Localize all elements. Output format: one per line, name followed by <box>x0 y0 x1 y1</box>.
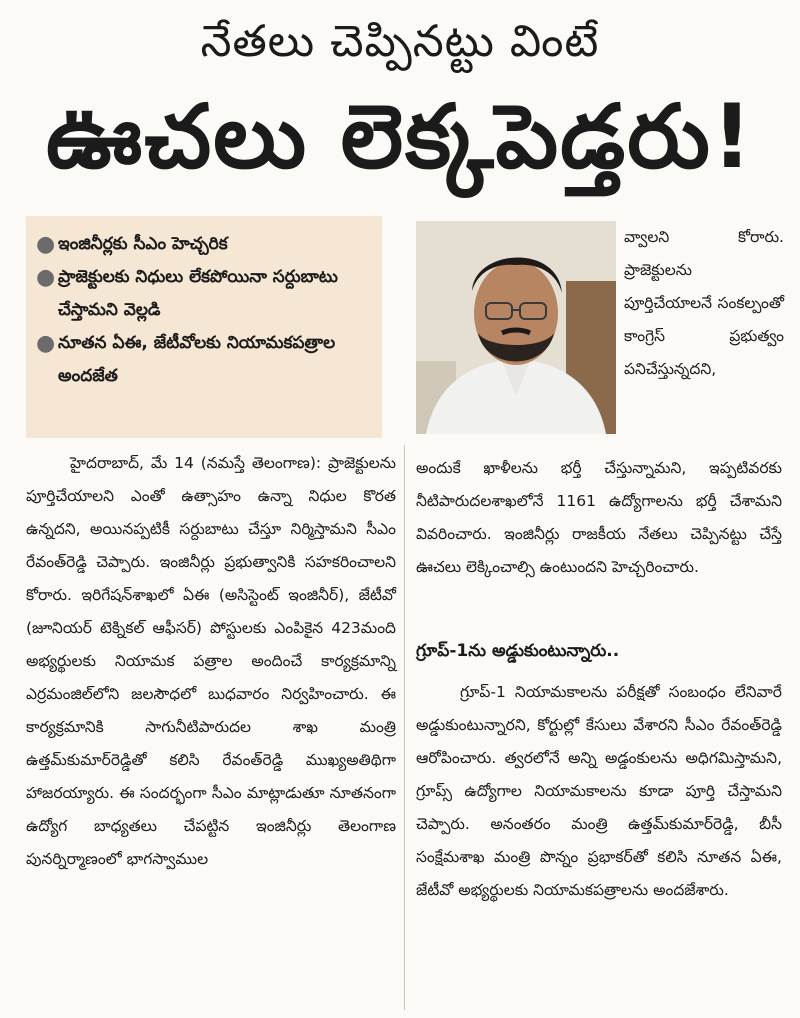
body-column-left <box>26 447 396 876</box>
person-photo-icon <box>416 221 616 434</box>
article-headline: ఊచలు లెక్కపెడ్తరు! <box>45 85 754 188</box>
body-text: గ్రూప్‌-1 నియామకాలను పరీక్షతో సంబంధం లేనివారే అడ్డుకుంటున్నారని, కోర్టుల్లో కేసులు వేశారని సీఎం రేవంత్‌రెడ్డి ఆరోపించారు. త్వరలోనే అన్ని అడ్డంకులను అధిగమిస్తామని, గ్రూప్స్‌ ఉద్యోగాల నియామకాలను కూడా పూర్తి చేస్తామని చెప్పారు. అనంతరం మంత్రి ఉత్తమ్‌కుమార్‌రెడ్డి, బీసీ సంక్షేమశాఖ మంత్రి పొన్నం ప్రభాకర్‌తో కలిసి నూతన ఏఈ, జేటీవో అభ్యర్థులకు నియామకపత్రాలను అందజేశారు. <box>416 683 782 899</box>
bullet-icon: ● <box>36 331 56 356</box>
body-text: వ్వాలని కోరారు. ప్రాజెక్టులను పూర్తిచేయాలనే సంకల్పంతో కాంగ్రెస్‌ ప్రభుత్వం పనిచేస్తున్నదని, <box>624 228 784 378</box>
highlights-box <box>26 216 382 438</box>
highlight-text: ఇంజినీర్లకు సీఎం హెచ్చరిక <box>58 234 228 254</box>
body-column-right-top <box>624 221 784 386</box>
highlight-item <box>36 327 374 393</box>
highlight-item <box>36 261 374 327</box>
highlight-item <box>36 228 374 261</box>
bullet-icon: ● <box>36 232 56 257</box>
section-subhead: గ్రూప్‌-1ను అడ్డుకుంటున్నారు.. <box>416 641 620 661</box>
body-text: హైదరాబాద్‌, మే 14 (నమస్తే తెలంగాణ): ప్రాజెక్టులను పూర్తిచేయాలని ఎంతో ఉత్సాహం ఉన్నా నిధుల కొరత ఉన్నదని, అయినప్పటికీ సర్దుబాటు చేస్తూ నిర్మిస్తామని సీఎం రేవంత్‌రెడ్డి చెప్పారు. ఇంజినీర్లు ప్రభుత్వానికి సహకరించాలని కోరారు. ఇరిగేషన్‌శాఖలో ఏఈ (అసిస్టెంట్‌ ఇంజినీర్‌), జేటీవో (జూనియర్‌ టెక్నికల్‌ ఆఫీసర్‌) పోస్టులకు ఎంపికైన 423మంది అభ్యర్థులకు నియామక పత్రాల అందించే కార్యక్రమాన్ని ఎర్రమంజిల్‌లోని జలసౌధలో బుధవారం నిర్వహించారు. ఈ కార్యక్రమానికి సాగునీటిపారుదల శాఖ మంత్రి ఉత్తమ్‌కుమార్‌రెడ్డితో కలిసి రేవంత్‌రెడ్డి ముఖ్యఅతిథిగా హాజరయ్యారు. ఈ సందర్భంగా సీఎం మాట్లాడుతూ నూతనంగా ఉద్యోగ బాధ్యతలు చేపట్టిన ఇంజినీర్లు తెలంగాణ పునర్నిర్మాణంలో భాగస్వాముల <box>26 454 396 868</box>
column-divider <box>404 445 405 1010</box>
highlight-text: ప్రాజెక్టులకు నిధులు లేకపోయినా సర్దుబాటు చేస్తామని వెల్లడి <box>58 267 338 320</box>
body-column-right <box>416 452 782 584</box>
article-kicker: నేతలు చెప్పినట్టు వింటే <box>200 16 600 67</box>
body-column-right-2 <box>416 676 782 907</box>
bullet-icon: ● <box>36 265 56 290</box>
highlight-text: నూతన ఏఈ, జేటీవోలకు నియామకపత్రాల అందజేత <box>58 333 336 386</box>
body-text: అందుకే ఖాళీలను భర్తీ చేస్తున్నామని, ఇప్పటివరకు నీటిపారుదలశాఖలోనే 1161 ఉద్యోగాలను భర్తీ చేశామని వివరించారు. ఇంజినీర్లు రాజకీయ నేతలు చెప్పినట్టు చేస్తే ఊచలు లెక్కించాల్సి ఉంటుందని హెచ్చరించారు. <box>416 459 782 576</box>
